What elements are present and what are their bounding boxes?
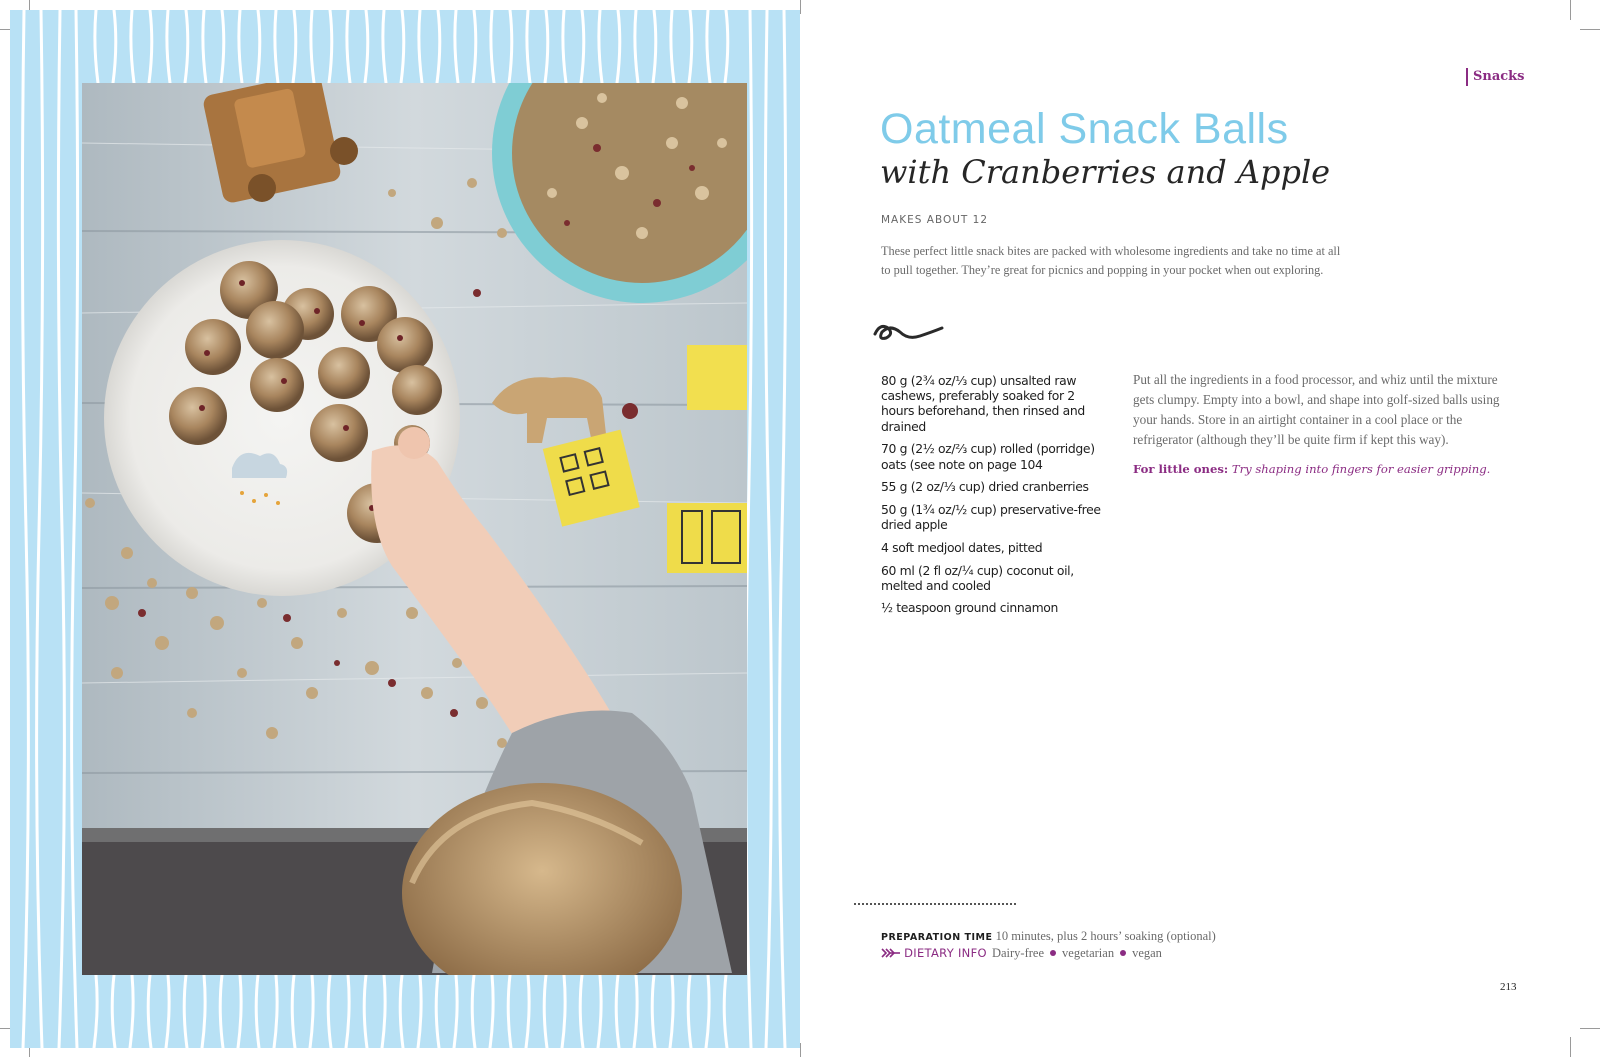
ingredient-item: 60 ml (2 fl oz/¼ cup) coconut oil, melted and cooled <box>881 562 1074 593</box>
dietary-info-row <box>881 946 1162 961</box>
bullet-separator <box>1050 950 1056 956</box>
prep-time-row <box>881 929 1216 944</box>
fletched-arrow-icon <box>881 948 901 958</box>
squiggle-ornament <box>872 320 952 344</box>
tip-text: Try shaping into fingers for easier gripping. <box>1231 462 1491 476</box>
prep-time-label: PREPARATION TIME <box>881 932 993 943</box>
bullet-separator <box>1120 950 1126 956</box>
diet-item: Dairy-free <box>991 946 1045 960</box>
recipe-title: Oatmeal Snack Balls <box>880 105 1289 153</box>
tip-label: For little ones: <box>1133 462 1229 476</box>
right-page <box>800 0 1600 1057</box>
diet-item: vegetarian <box>1062 946 1115 960</box>
ingredients-list <box>881 373 1111 623</box>
prep-time-value: 10 minutes, plus 2 hours’ soaking (optional) <box>995 929 1216 943</box>
ingredient-item: ½ teaspoon ground cinnamon <box>881 600 1059 616</box>
ingredient-item: 55 g (2 oz/⅓ cup) dried cranberries <box>881 479 1089 495</box>
ingredient-item: 70 g (2½ oz/⅔ cup) rolled (porridge) oats (see note on page 104 <box>881 441 1095 472</box>
section-tab: Snacks <box>1466 68 1525 86</box>
ingredient-item: 80 g (2¾ oz/⅓ cup) unsalted raw cashews, preferably soaked for 2 hours beforehand, then rinsed and drained <box>881 373 1085 434</box>
tip-note <box>1133 462 1533 476</box>
recipe-photo <box>82 83 747 975</box>
recipe-intro: These perfect little snack bites are packed with wholesome ingredients and take no time at all to pull together. They’re great for picnics and popping in your pocket when out exploring. <box>881 244 1341 277</box>
yield-label: MAKES ABOUT 12 <box>881 214 989 226</box>
dietary-info-label: DIETARY INFO <box>904 946 987 960</box>
ingredient-item: 4 soft medjool dates, pitted <box>881 539 1043 555</box>
diet-item: vegan <box>1132 946 1162 960</box>
recipe-subtitle: with Cranberries and Apple <box>880 153 1331 191</box>
method-text: Put all the ingredients in a food processor, and whiz until the mixture gets clumpy. Empty into a bowl, and shape into golf-sized balls using your hands. Store in an airtight container in a cool place or the refrigerator (although they’ll be quite firm if kept this way). <box>1133 372 1500 447</box>
dotted-divider <box>854 903 1016 905</box>
page-number: 213 <box>1500 981 1517 993</box>
left-page <box>10 10 800 1048</box>
ingredient-item: 50 g (1¾ oz/½ cup) preservative-free dried apple <box>881 501 1101 533</box>
